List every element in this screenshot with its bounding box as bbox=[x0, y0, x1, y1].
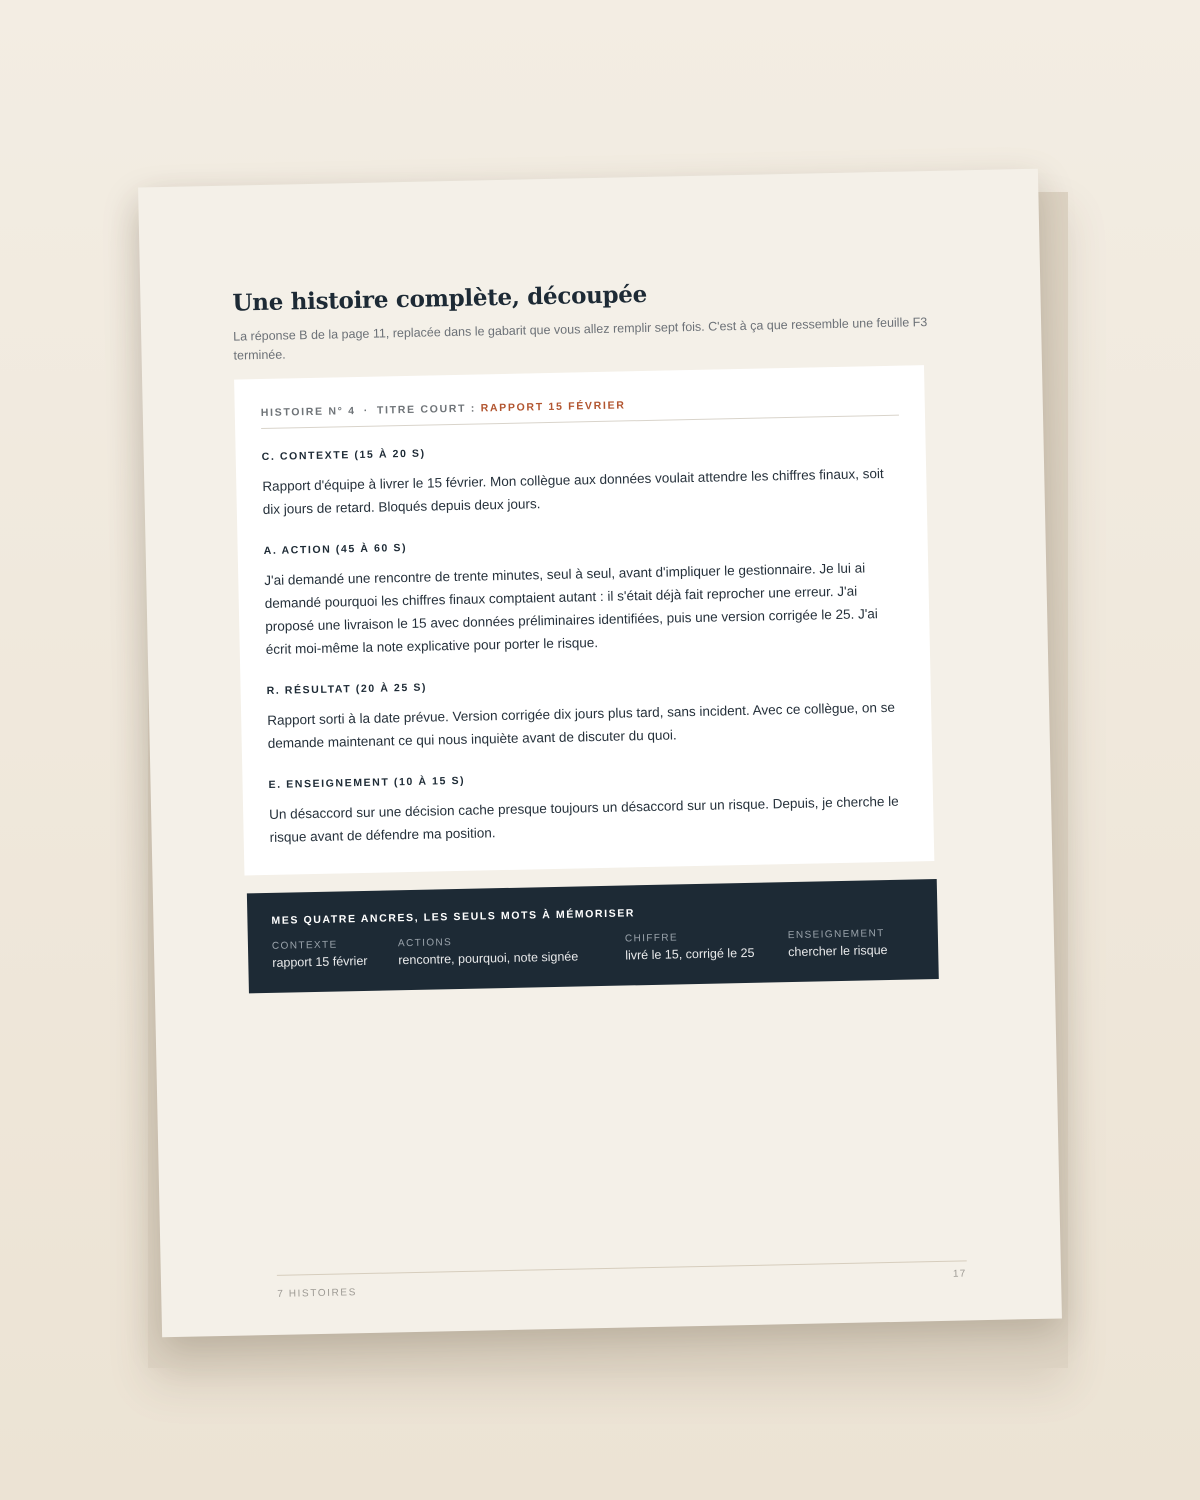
section-action bbox=[264, 532, 904, 661]
section-text: Rapport d'équipe à livrer le 15 février. Mon collègue aux données voulait attendre les chiffres finaux, soit dix jours de retard. Bloqués depuis deux jours. bbox=[262, 465, 884, 518]
section-enseignement bbox=[268, 766, 907, 849]
section-resultat bbox=[267, 672, 906, 755]
page-subtitle: La réponse B de la page 11, replacée dans le gabarit que vous allez remplir sept fois. C'est à ça que ressemble une feuille F3 terminée. bbox=[233, 315, 928, 363]
anchor-value: livré le 15, corrigé le 25 bbox=[625, 945, 755, 963]
anchor-label: CONTEXTE bbox=[271, 939, 338, 952]
anchor-label: ACTIONS bbox=[397, 937, 453, 950]
anchor-enseignement bbox=[788, 928, 888, 959]
workbook-page bbox=[138, 169, 1062, 1338]
story-number: HISTOIRE N° 4 bbox=[260, 405, 356, 420]
anchor-actions bbox=[398, 935, 579, 968]
section-text: J'ai demandé une rencontre de trente minutes, seul à seul, avant d'impliquer le gestionnaire. Je lui ai demandé pourquoi les chiffres finaux comptaient autant : il s'était déjà fait reprocher une erreur. J'ai proposé une livraison le 15 avec données préliminaires identifiées, puis une version corrigée le 25. J'ai écrit moi-même la note explicative pour porter le risque. bbox=[264, 560, 878, 657]
section-text: Rapport sorti à la date prévue. Version corrigée dix jours plus tard, sans incident. Avec ce collègue, on se demande maintenant ce qui nous inquiète avant de discuter du quoi. bbox=[267, 699, 896, 751]
short-title-label: TITRE COURT : bbox=[376, 402, 477, 417]
section-label: E. ENSEIGNEMENT (10 À 15 S) bbox=[268, 774, 466, 791]
section-contexte bbox=[262, 438, 901, 521]
anchor-label: CHIFFRE bbox=[624, 932, 679, 945]
short-title-value: RAPPORT 15 FÉVRIER bbox=[480, 399, 626, 415]
section-text: Un désaccord sur une décision cache presque toujours un désaccord sur un risque. Depuis, je cherche le risque avant de défendre ma position. bbox=[269, 793, 899, 845]
anchor-value: rencontre, pourquoi, note signée bbox=[398, 949, 579, 968]
anchor-contexte bbox=[272, 939, 368, 970]
anchor-value: chercher le risque bbox=[788, 943, 888, 960]
anchor-value: rapport 15 février bbox=[272, 953, 368, 970]
anchors-title: MES QUATRE ANCRES, LES SEULS MOTS À MÉMORISER bbox=[271, 907, 636, 927]
page-number: 17 bbox=[952, 1268, 967, 1280]
section-label: R. RÉSULTAT (20 À 25 S) bbox=[266, 681, 428, 697]
anchors-panel bbox=[247, 879, 939, 993]
story-card bbox=[234, 365, 934, 875]
footer-divider bbox=[277, 1260, 967, 1275]
page-title: Une histoire complète, découpée bbox=[232, 280, 648, 317]
story-header bbox=[261, 394, 899, 429]
anchor-label: ENSEIGNEMENT bbox=[787, 928, 885, 942]
footer-book-title: 7 HISTOIRES bbox=[277, 1287, 358, 1300]
anchor-chiffre bbox=[625, 931, 755, 963]
section-label: C. CONTEXTE (15 À 20 S) bbox=[261, 447, 426, 464]
section-label: A. ACTION (45 À 60 S) bbox=[263, 541, 408, 557]
header-separator: · bbox=[363, 404, 370, 417]
